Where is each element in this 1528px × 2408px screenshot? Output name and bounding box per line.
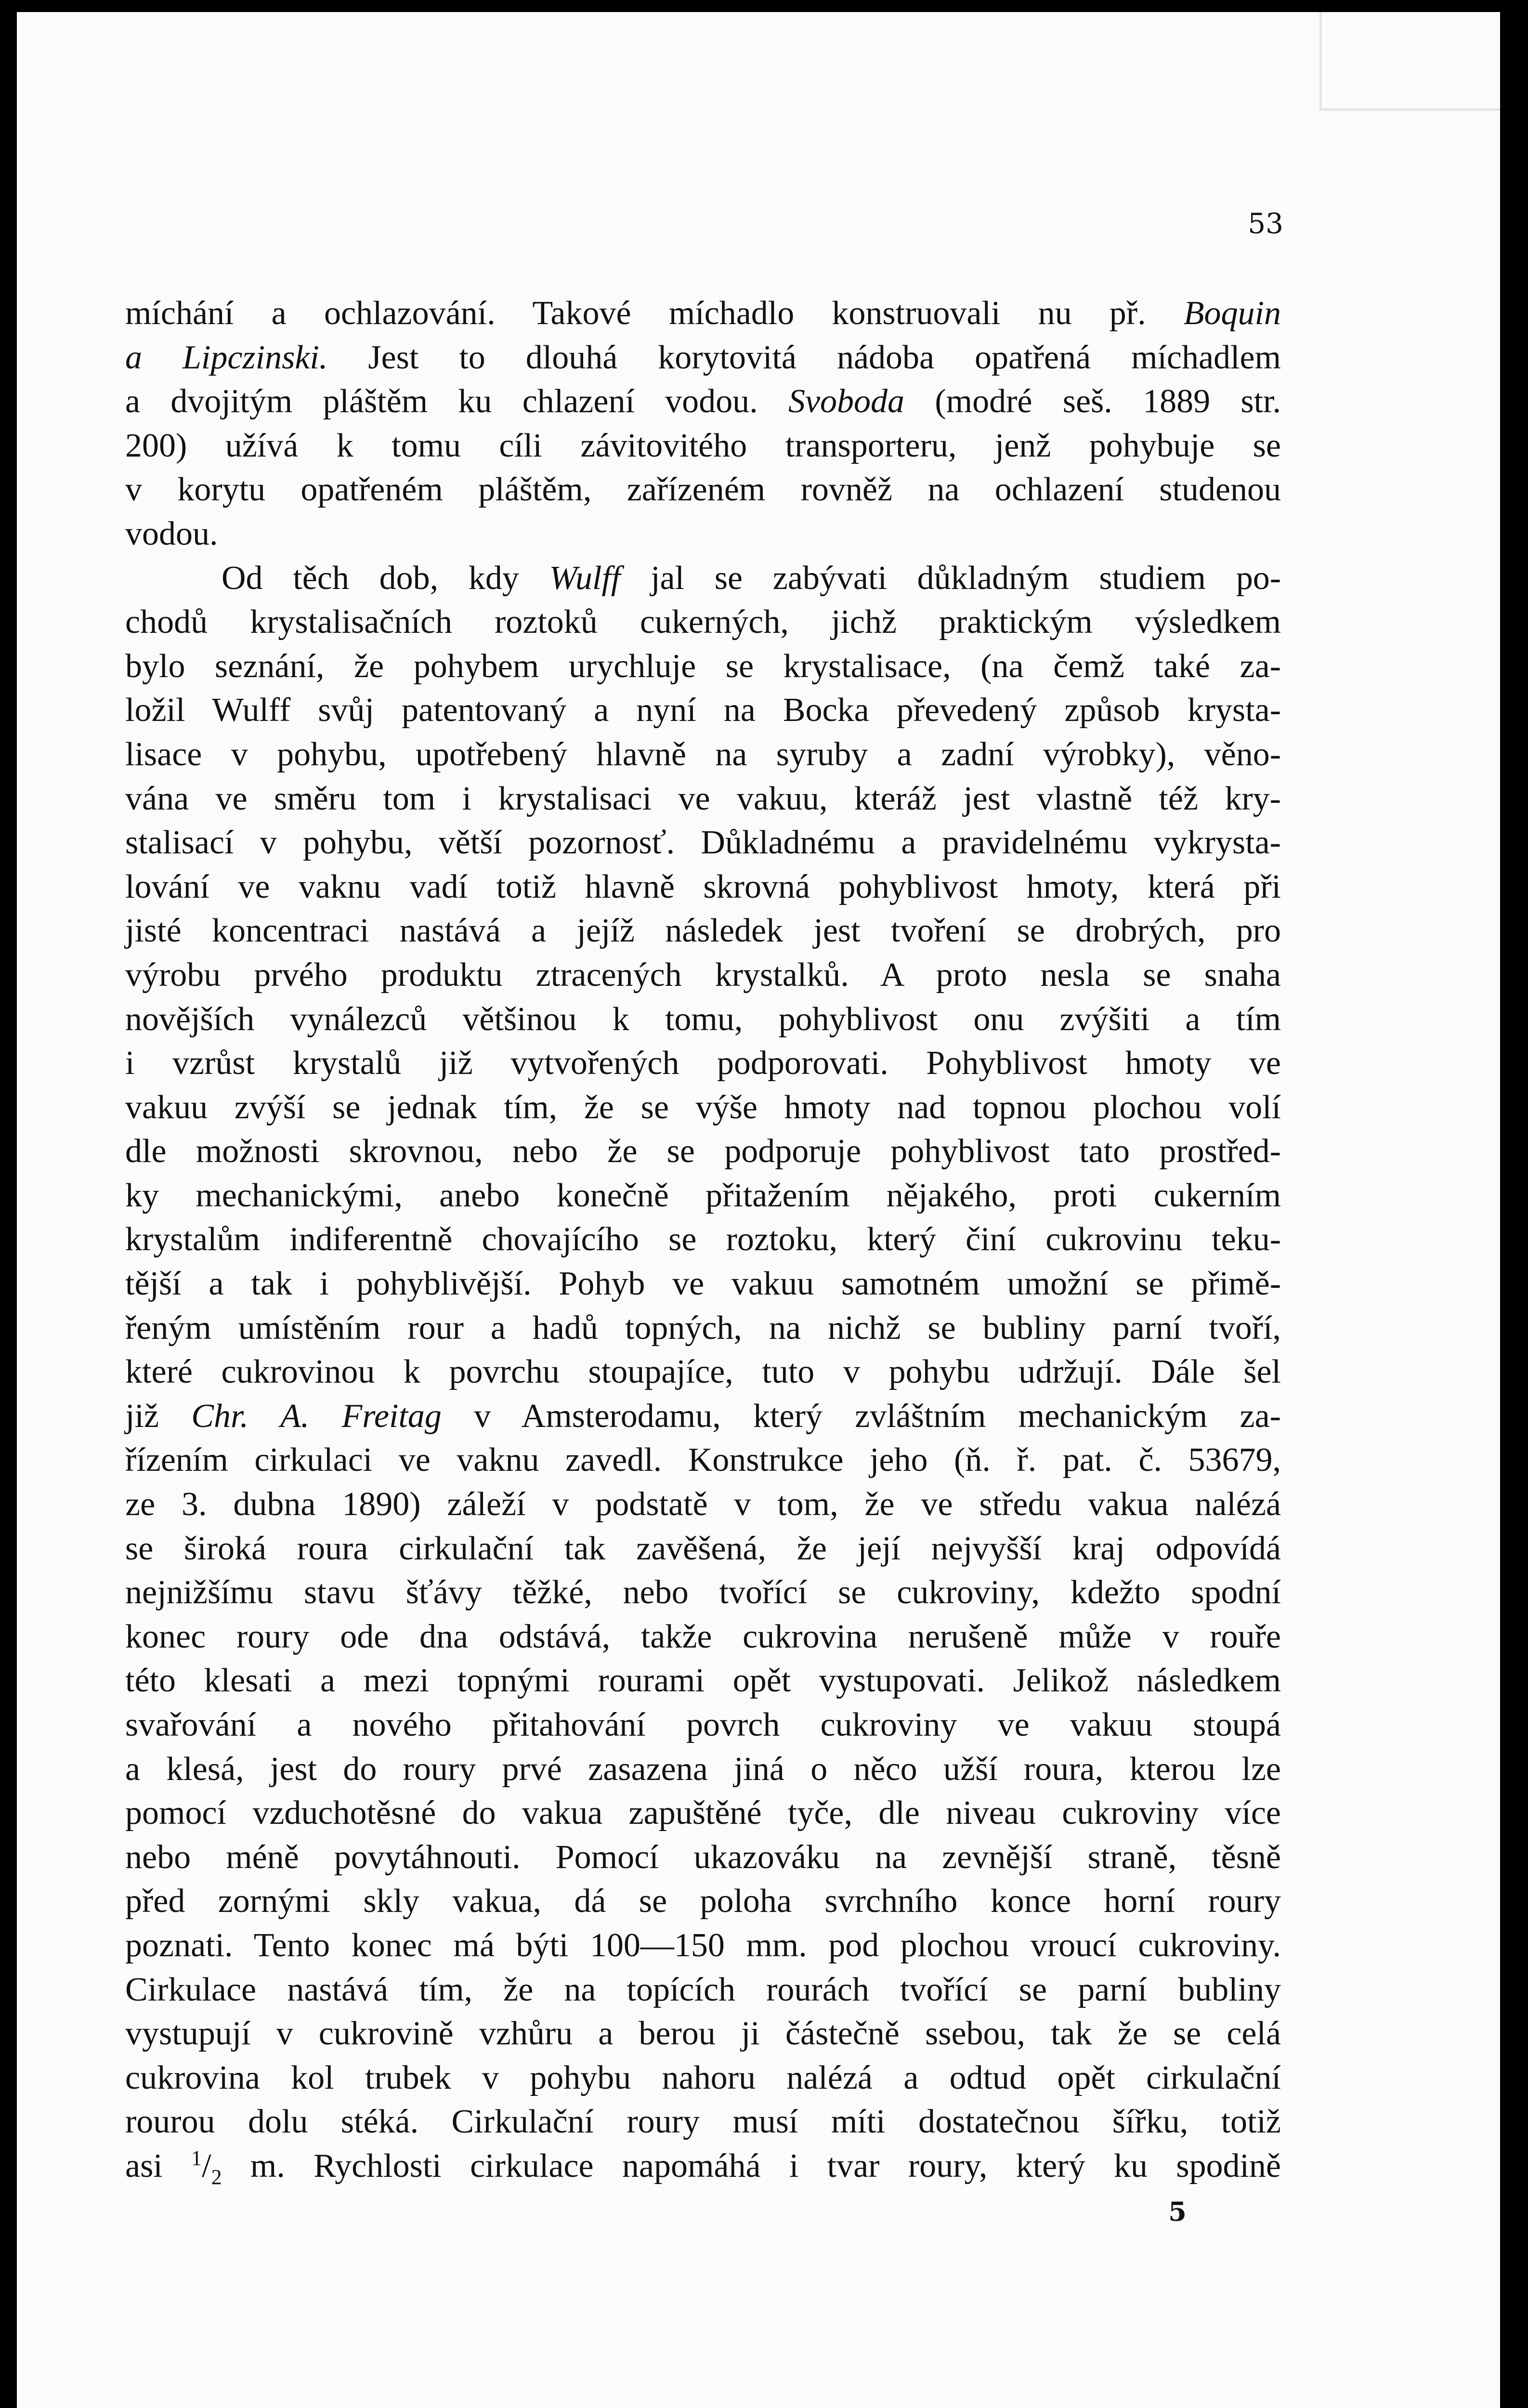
text-line: [125, 1306, 1281, 1350]
text-segment: Cirkulace nastává tím, že na topících rourách tvořící se parní bubliny: [125, 1971, 1281, 2008]
text-line: [125, 556, 1281, 601]
text-segment: stalisací v pohybu, větší pozornosť. Důkladnému a pravidelnému vykrysta-: [125, 824, 1281, 862]
text-line: [125, 1659, 1281, 1703]
text-line: [125, 1615, 1281, 1659]
text-segment: (modré seš. 1889 str.: [904, 383, 1281, 420]
text-line: [125, 1527, 1281, 1571]
text-segment: vodou.: [125, 515, 218, 552]
text-line: [125, 2056, 1281, 2100]
text-segment: 1: [191, 2146, 202, 2170]
text-segment: pomocí vzduchotěsné do vakua zapuštěné tyče, dle niveau cukroviny více: [125, 1794, 1281, 1832]
text-segment: 2: [211, 2165, 222, 2189]
text-segment: jal se zabývati důkladným studiem po-: [620, 559, 1281, 597]
text-line: [125, 777, 1281, 821]
text-line: [125, 512, 1281, 556]
text-segment: konec roury ode dna odstává, takže cukrovina nerušeně může v rouře: [125, 1618, 1281, 1655]
text-segment: již: [125, 1397, 192, 1435]
text-line: [125, 1791, 1281, 1835]
text-segment: nejnižšímu stavu šťávy těžké, nebo tvořící se cukroviny, kdežto spodní: [125, 1574, 1281, 1611]
text-line: [125, 2144, 1281, 2188]
text-segment: řízením cirkulaci ve vaknu zavedl. Konstrukce jeho (ň. ř. pat. č. 53679,: [125, 1441, 1281, 1479]
text-segment: vystupují v cukrovině vzhůru a berou ji částečně ssebou, tak že se celá: [125, 2015, 1281, 2053]
printer-signature-mark: 5: [1168, 2196, 1187, 2227]
scan-corner-mark: [1319, 12, 1500, 111]
text-segment: této klesati a mezi topnými rourami opět vystupovati. Jelikož následkem: [125, 1662, 1281, 1700]
text-segment: /: [202, 2147, 211, 2185]
body-text: [125, 291, 1281, 2188]
text-line: [125, 1262, 1281, 1306]
text-segment: lisace v pohybu, upotřebený hlavně na syruby a zadní výrobky), věno-: [125, 735, 1281, 773]
text-line: [125, 1482, 1281, 1527]
text-segment: ze 3. dubna 1890) záleží v podstatě v tom, že ve středu vakua nalézá: [125, 1486, 1281, 1523]
text-line: [125, 468, 1281, 512]
text-segment: v korytu opatřeném pláštěm, zařízeném rovněž na ochlazení studenou: [125, 471, 1281, 509]
text-line: [125, 1217, 1281, 1262]
text-segment: a klesá, jest do roury prvé zasazena jiná o něco užší roura, kterou lze: [125, 1750, 1281, 1788]
text-segment: poznati. Tento konec má býti 100—150 mm. pod plochou vroucí cukroviny.: [125, 1926, 1281, 1964]
text-line: [125, 821, 1281, 865]
text-segment: výrobu prvého produktu ztracených krystalků. A proto nesla se snaha: [125, 956, 1281, 994]
text-line: [125, 1924, 1281, 1968]
text-segment: které cukrovinou k povrchu stoupajíce, tuto v pohybu udržují. Dále šel: [125, 1353, 1281, 1391]
text-line: [125, 688, 1281, 733]
text-line: [125, 336, 1281, 380]
text-line: [125, 1570, 1281, 1615]
text-segment: Od těch dob, kdy: [222, 559, 549, 597]
page-number: 53: [1248, 207, 1283, 240]
text-segment: m. Rychlosti cirkulace napomáhá i tvar roury, který ku spodině: [222, 2147, 1281, 2185]
text-segment: novějších vynálezců většinou k tomu, pohyblivost onu zvýšiti a tím: [125, 1000, 1281, 1038]
italic-name: a Lipczinski.: [125, 339, 328, 376]
italic-name: Chr. A. Freitag: [191, 1397, 442, 1435]
text-line: [125, 1174, 1281, 1218]
text-segment: řeným umístěním rour a hadů topných, na nichž se bubliny parní tvoří,: [125, 1309, 1281, 1347]
text-line: [125, 1129, 1281, 1174]
text-segment: ky mechanickými, anebo konečně přitažením nějakého, proti cukerním: [125, 1177, 1281, 1214]
text-segment: asi: [125, 2147, 192, 2185]
text-segment: bylo seznání, že pohybem urychluje se krystalisace, (na čemž také za-: [125, 647, 1281, 685]
text-segment: Jest to dlouhá korytovitá nádoba opatřená míchadlem: [327, 339, 1281, 376]
text-line: [125, 1041, 1281, 1086]
text-segment: nebo méně povytáhnouti. Pomocí ukazováku na zevnější straně, těsně: [125, 1838, 1281, 1876]
text-line: [125, 380, 1281, 424]
text-segment: jisté koncentraci nastává a jejíž následek jest tvoření se drobrých, pro: [125, 912, 1281, 950]
text-segment: lování ve vaknu vadí totiž hlavně skrovná pohyblivost hmoty, která při: [125, 868, 1281, 905]
text-segment: tější a tak i pohyblivější. Pohyb ve vakuu samotném umožní se přimě-: [125, 1265, 1281, 1303]
text-segment: vána ve směru tom i krystalisaci ve vakuu, kteráž jest vlastně též kry-: [125, 780, 1281, 817]
italic-name: Wulff: [549, 559, 621, 597]
text-line: [125, 865, 1281, 909]
text-segment: krystalům indiferentně chovajícího se roztoku, který činí cukrovinu teku-: [125, 1221, 1281, 1258]
text-line: [125, 909, 1281, 953]
text-line: [125, 1703, 1281, 1747]
text-segment: a dvojitým pláštěm ku chlazení vodou.: [125, 383, 788, 420]
text-segment: rourou dolu stéká. Cirkulační roury musí míti dostatečnou šířku, totiž: [125, 2103, 1281, 2141]
text-line: [125, 997, 1281, 1042]
text-segment: dle možnosti skrovnou, nebo že se podporuje pohyblivost tato prostřed-: [125, 1133, 1281, 1170]
italic-name: Svoboda: [788, 383, 905, 420]
text-line: [125, 1394, 1281, 1439]
text-line: [125, 1350, 1281, 1394]
text-segment: před zornými skly vakua, dá se poloha svrchního konce horní roury: [125, 1883, 1281, 1920]
text-line: [125, 1086, 1281, 1130]
text-segment: cukrovina kol trubek v pohybu nahoru nalézá a odtud opět cirkulační: [125, 2059, 1281, 2096]
text-line: [125, 733, 1281, 777]
text-line: [125, 291, 1281, 336]
text-line: [125, 953, 1281, 997]
text-segment: chodů krystalisačních roztoků cukerných, jichž praktickým výsledkem: [125, 603, 1281, 641]
text-segment: vakuu zvýší se jednak tím, že se výše hmoty nad topnou plochou volí: [125, 1088, 1281, 1126]
text-line: [125, 2100, 1281, 2144]
italic-name: Boquin: [1183, 295, 1281, 332]
text-line: [125, 600, 1281, 644]
text-segment: ložil Wulff svůj patentovaný a nyní na Bocka převedený způsob krysta-: [125, 692, 1281, 729]
text-line: [125, 1747, 1281, 1792]
text-line: [125, 1968, 1281, 2012]
text-segment: i vzrůst krystalů již vytvořených podporovati. Pohyblivost hmoty ve: [125, 1045, 1281, 1082]
text-segment: svařování a nového přitahování povrch cukroviny ve vakuu stoupá: [125, 1706, 1281, 1743]
text-segment: míchání a ochlazování. Takové míchadlo konstruovali nu př.: [125, 295, 1184, 332]
text-line: [125, 644, 1281, 689]
text-segment: v Amsterodamu, který zvláštním mechanickým za-: [441, 1397, 1281, 1435]
text-segment: se široká roura cirkulační tak zavěšená, že její nejvyšší kraj odpovídá: [125, 1530, 1281, 1567]
text-line: [125, 1438, 1281, 1482]
text-line: [125, 1879, 1281, 1924]
book-page: [17, 12, 1500, 2408]
text-line: [125, 424, 1281, 468]
text-segment: 200) užívá k tomu cíli závitovitého transporteru, jenž pohybuje se: [125, 427, 1281, 464]
text-line: [125, 1835, 1281, 1880]
text-line: [125, 2012, 1281, 2056]
